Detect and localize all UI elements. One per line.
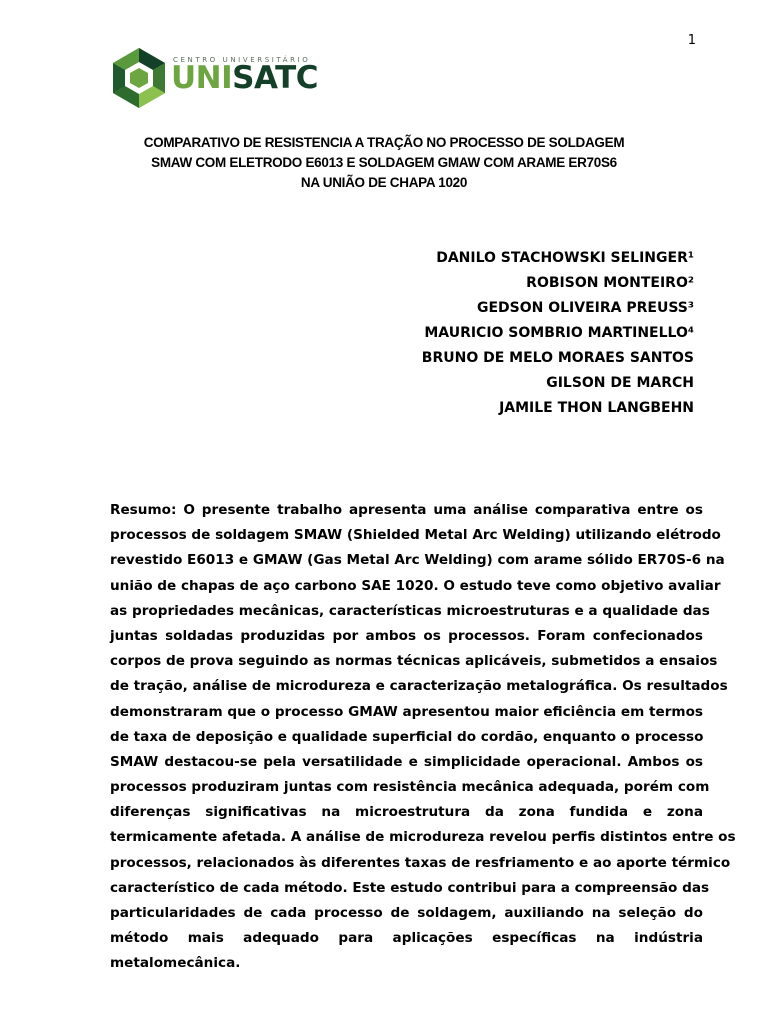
abstract-line: revestido E6013 e GMAW (Gas Metal Arc Welding) com arame sólido ER70S-6 na	[110, 552, 725, 569]
title-line: NA UNIÃO DE CHAPA 1020	[300, 175, 468, 190]
page-number: 1	[687, 33, 696, 48]
abstract-line: metalomecânica.	[110, 955, 241, 972]
abstract-line: Resumo: O presente trabalho apresenta uma análise comparativa entre os	[110, 502, 703, 518]
abstract-line: característico de cada método. Este estudo contribui para a compreensão das	[110, 879, 710, 896]
abstract-paragraph	[110, 498, 736, 977]
abstract-line: método mais adequado para aplicações específicas na indústria	[110, 930, 703, 947]
abstract-line: de tração, análise de microdureza e caracterização metalográfica. Os resultados	[110, 678, 728, 695]
document-title	[60, 133, 708, 193]
logo-word-uni: UNI	[171, 60, 233, 96]
author-name: BRUNO DE MELO MORAES SANTOS	[421, 350, 694, 366]
abstract-line: processos de soldagem SMAW (Shielded Metal Arc Welding) utilizando elétrodo	[110, 527, 721, 544]
author-name: DANILO STACHOWSKI SELINGER¹	[436, 250, 694, 266]
abstract-line: demonstraram que o processo GMAW apresentou maior eficiência em termos	[110, 703, 703, 720]
logo-caption: CENTRO UNIVERSITÁRIO	[173, 56, 311, 64]
title-line: COMPARATIVO DE RESISTENCIA A TRAÇÃO NO PROCESSO DE SOLDAGEM	[143, 135, 625, 150]
abstract-line: de taxa de deposição e qualidade superficial do cordão, enquanto o processo	[110, 728, 704, 745]
abstract-line: SMAW destacou-se pela versatilidade e simplicidade operacional. Ambos os	[110, 753, 703, 770]
abstract-line: processos produziram juntas com resistência mecânica adequada, porém com	[110, 779, 710, 796]
unisatc-logo	[113, 48, 318, 108]
hexagon-logo-icon	[113, 48, 165, 108]
author-name: MAURICIO SOMBRIO MARTINELLO⁴	[424, 325, 694, 341]
author-name: ROBISON MONTEIRO²	[526, 275, 694, 291]
author-list	[422, 246, 694, 421]
abstract-line: diferenças significativas na microestrutura da zona fundida e zona	[110, 804, 703, 821]
abstract-line: processos, relacionados às diferentes taxas de resfriamento e ao aporte térmico	[110, 854, 731, 871]
author-name: JAMILE THON LANGBEHN	[499, 400, 694, 416]
abstract-line: particularidades de cada processo de soldagem, auxiliando na seleção do	[110, 905, 703, 921]
abstract-line: termicamente afetada. A análise de microdureza revelou perfis distintos entre os	[110, 829, 736, 846]
logo-wordmark	[171, 60, 318, 97]
abstract-line: união de chapas de aço carbono SAE 1020. O estudo teve como objetivo avaliar	[110, 577, 721, 594]
author-name: GILSON DE MARCH	[546, 375, 694, 391]
abstract-line: juntas soldadas produzidas por ambos os processos. Foram confecionados	[110, 627, 703, 644]
author-name: GEDSON OLIVEIRA PREUSS³	[476, 300, 694, 316]
logo-word-satc: SATC	[232, 60, 318, 96]
abstract-line: as propriedades mecânicas, características microestruturas e a qualidade das	[110, 602, 710, 619]
abstract-line: corpos de prova seguindo as normas técnicas aplicáveis, submetidos a ensaios	[110, 653, 718, 670]
title-line: SMAW COM ELETRODO E6013 E SOLDAGEM GMAW COM ARAME ER70S6	[151, 155, 617, 170]
